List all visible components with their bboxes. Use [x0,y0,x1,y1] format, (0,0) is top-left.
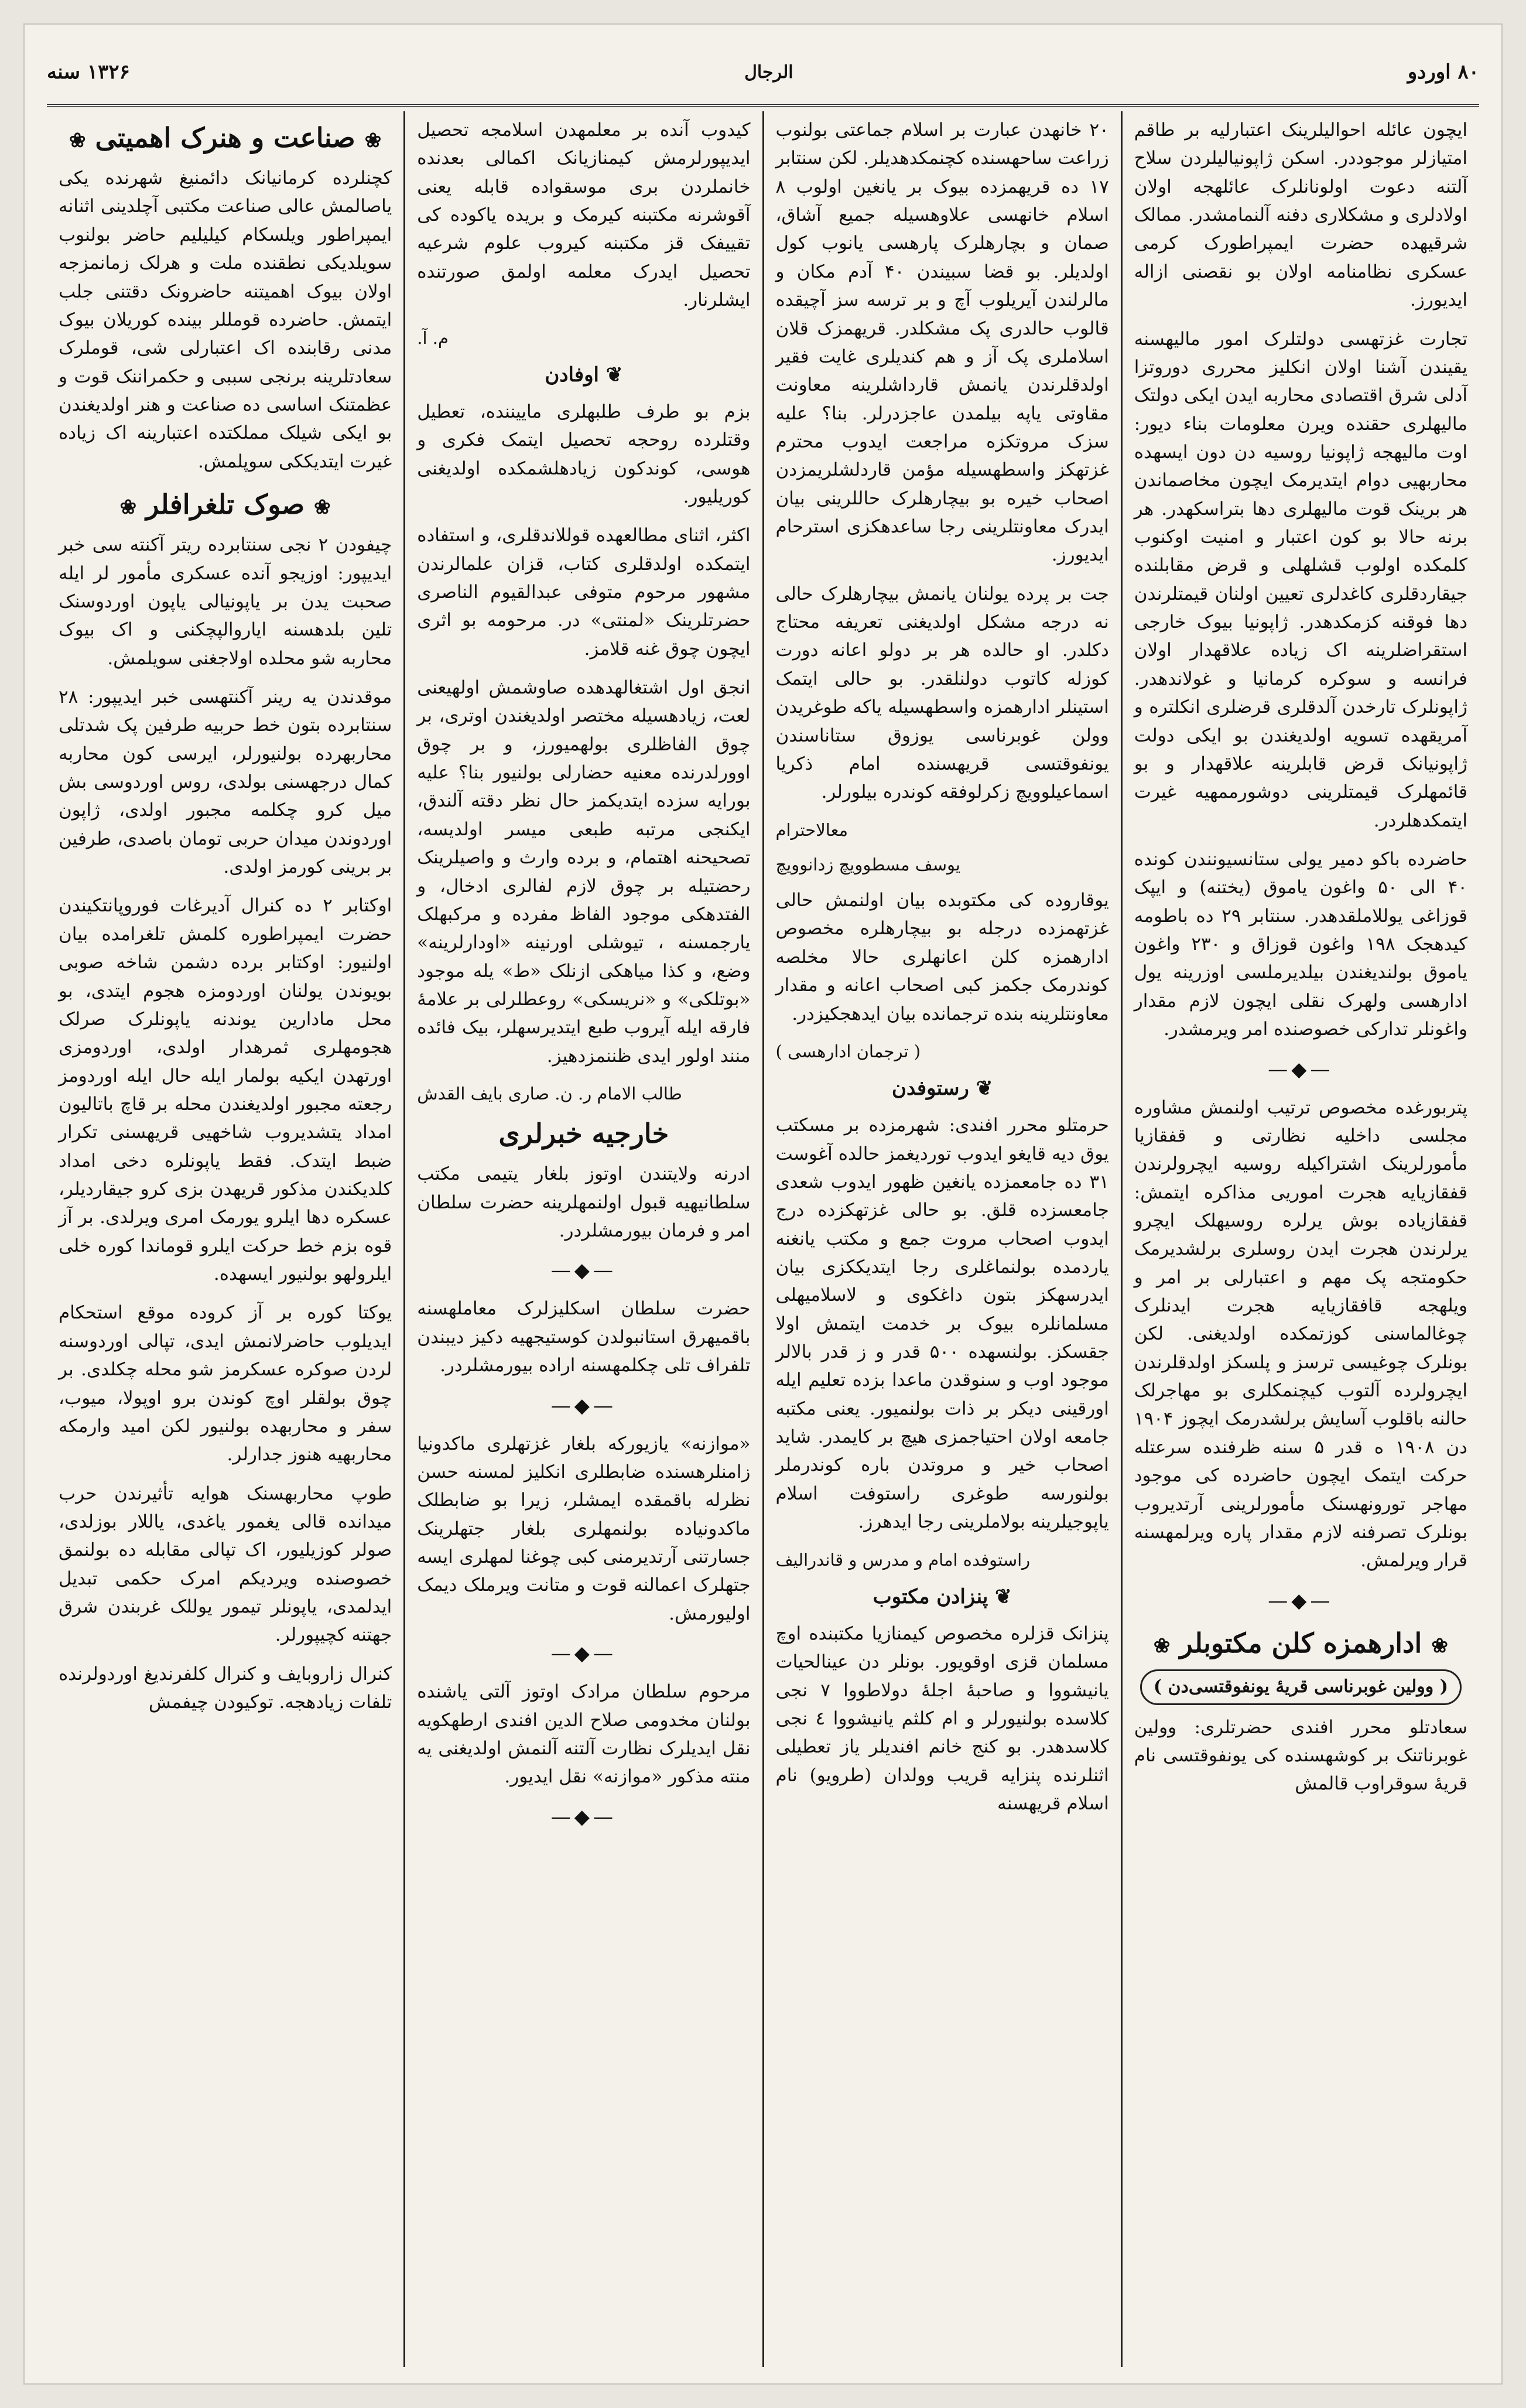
column-3-paragraph: بزم بو طرف طلبهلری ماییننده، تعطیل وقتلرده روحجه تحصیل ایتمک فکری و هوسی، کوندکون زیادهلشمکده اولدیغنی کوریلیور. [417,401,751,507]
column-2-paragraph: حرمتلو محرر افندی: شهرمزده بر مسکتب یوق دیه قایغو ایدوب توردیغمز حالده آغوست ۳۱ ده جامعمزده یانغین ظهور ایدوب شعدی جامعسزده قلق. بو حالی غزتهکزده درج ایدوب اصحاب مروت جمع و مکتب یانغنه یاردمده بولنماغلری رجا ایتدیککزی بیان ایدرسهکز بتون داغکوی و لاسلامیهلی مسلمانلره بیوک بر خدمت ایتمش اولا جقسکز. بولنسهده ۵۰۰ قدر و ز قدر بالالر موجود اوب و سنوقدن ماعدا بزده تعلیم ایله اورقینی دیکر بر ذات بولنمیور. یعنی مکتبه جامعه اولان احتیاجمزی هیچ بر کایمدر. شاید اصحاب خیر و مروتدن باره کوندرملر بولنورسه طوغری راستوفت اسلام یاپوجیلرینه بولاملرینی رجا ایدهرز. [775,1115,1109,1533]
column-2-paragraph: یوقاروده کی مکتوبده بیان اولنمش حالی غزتهمزده درجله بو بیچارهلره مخصوص ادارهمزه کلن اعانهلری حالا مخلصه کوندرمک جکمز کبی اصحاب اعانه و مقدار معاونتلرینه بنده ترجمانده بیان ایدهجکیزدر. [775,890,1109,1024]
section-heading: ❀ صوک تلغرافلر ❀ [119,489,331,521]
column-4-paragraph: کنرال زاروبایف و کنرال کلفرندیغ اوردولرنده تلفات زیادهجه. توکیودن چیفمش [59,1663,392,1713]
ornament-icon: ❀ [364,129,382,152]
header-masthead: الرجال [744,62,793,83]
column-1-paragraph: پتربورغده مخصوص ترتیب اولنمش مشاوره مجلسی داخلیه نظارتی و قفقازیا مأمورلرینک اشتراکیله روسیه ایچرولرندن قفقازیایه هجرت اموریی مذاکره ایتمش: قفقازیاده بوش یرلره روسیهلک ایچرو یرلرندن هجرت ایدن روسلری برلشدیرمک حکومتجه پک مهم و اعتبارلی بر امر و ویلهجه قافقازیایه هجرت ایدنلرک چوغالماسنی کوزتمکده اولدیغنی. لکن بونلرک چوغیسی ترسز و پلسکز اولدقلرندن ایچرولرده آلتوب کیچنمکلری بو مهاجرلک حالنه باقلوب آسایش برلشدرمک ایچوز ۱۹۰۴ دن ۱۹۰۸ ه قدر ۵ سنه ظرفنده سرعتله حرکت ایتمک ایچون حاضرده کی موجود مهاجر تورونهسنک مأمورلرینی آرتدیروب بونلرک تصرفنه لازم مقدار پاره ویرلمهسنه قرار ویرلمش. [1134,1097,1467,1572]
header-year: ۱۳۲۶ سنه [47,60,130,84]
letter-origin-box: ( وولین غوبرناسی قریهٔ یونفوقتسی‌دن ) [1140,1669,1462,1705]
ornament-icon: ❀ [69,129,86,152]
ornament-icon: ❀ [1431,1634,1448,1658]
column-3-paragraph: کیدوب آنده بر معلمهدن اسلامجه تحصیل ایدیپورلرمش کیمنازیانک اکمالی بعدنده خانملردن بری موسقواده قابله یعنی آقوشرنه مکتبنه کیرمک و بریده یاکوده کی تقییفک قز مکتبنه کیروب علوم شرعیه تحصیل ایدرک معلمه اولمق صورتنده ایشلرنار. [417,119,751,311]
separator-icon: —◆— [550,1259,617,1283]
ornament-icon: ❦ [976,1077,993,1101]
column-2-paragraph: پنزانک قزلره مخصوص کیمنازیا مکتبنده اوچ مسلمان قزی اوقویور. بونلر دن عینالحیات یانیشووا و صاحبهٔ اجلهٔ دولاطووا ۷ نجی کلاسده بولنیورلر و ام کلثم یانیشووا ٤ نجی کلاسدهدر. بو کنج خانم افندیلر یاز تعطیلی اثنلرنده پنزایه قریب وولدان (طرویو) نام اسلام قریهسنه [775,1623,1109,1814]
ornament-icon: ❀ [1153,1634,1171,1658]
column-4-paragraph: یوکتا کوره بر آز کروده موقع استحکام ایدیلوب حاضرلانمش ایدی، تپالی اوردوسنه لردن صوکره عسکرمز شو محله چکلدی. بر چوق بولقلر اوچ کوندن برو اوپولا، میوب، سفر و محاربهده بولنیور لکن امید وارمکه محاربهیه هنوز جدارلر. [59,1302,392,1466]
signature-line: یوسف مسطوویچ زدانوویچ [775,854,961,875]
column-3 [403,111,762,2367]
columns [47,111,1479,2367]
column-3-paragraph: انجق اول اشتغالهدهده صاوشمش اولهیعنی لعت، زیادهسیله مختصر اولدیغندن اوتری، بر چوق الفاظلری بولهمیورز، و بر چوق اوورلدرنده معنیه حضارلی بولنیور بنا؟ علیه بورایه سزده ایتدیکمز حال نظر دقته آلندق، ایکنجی مرتبه طبعی میسر اولدیسه، تصحیحنه اهتمام، و برده وارث و واصیلرینک رحضتیله بر چوق لازم لفالری ادخال، و الفتدهکی موجود الفاظ مفرده و مرکبهلک یارجمسنه ، تیوشلی اورنینه «اودارلرینه» وضع، و کذا میاهکی ازنلک «ط» یله موجود «بوتلکی» و «نریسکی» روعطلرلی بر علامهٔ فارقه ایله آیروب طبع ایتدیرسهلر، بیک فائده منند اولور ایدی ظننمزدهیز. [417,677,751,1067]
column-4-paragraph: چیفودن ۲ نجی سنتابرده ریتر آکنته سی خبر ایدیپور: اوزیجو آنده عسکری مأمور لر ایله صحبت یدن بر یاپونیالی یاپون اوردوسنک تلین بلدهسنه ایاروالپچکنی و اک بیوک محاربه شو محلده اولاجغنی سویلمش. [59,534,392,669]
header-page-number: ۸۰ اوردو [1407,60,1479,84]
column-3-paragraph: اکثر، اثنای مطالعهده قوللاندقلری، و استفاده ایتمکده اولدقلری کتاب، قزان علمالرندن مشهور مرحوم متوفی عبدالقیوم الناصری حضرتلرینک «لمنتی» در. مرحومه بو اثری ایچون چوق غنه قلامز. [417,525,751,660]
column-2 [762,111,1121,2367]
ornament-icon: ❀ [314,496,331,520]
separator-icon: —◆— [550,1393,617,1418]
section-heading: ❀ ادارهمزه کلن مکتوبلر ❀ [1153,1627,1448,1659]
signature-line: ( ترجمان ادارهسی ) [775,1041,921,1061]
subsection-heading: ❦ رستوفدن [892,1077,993,1101]
column-1-paragraph: ایچون عائله احوالیلرینک اعتبارلیه بر طاقم امتیازلر موجوددر. اسکن ژاپونیالیلردن سلاح آلتنه دعوت اولونانلرک عائلهجه اولان اولادلری و مشکلاری دفنه آلنمامشدر. ممالک شرقیهده حضرت ایمپراطورک کرمی عسکری نظامنامه اولان بو نقصنی ازاله ایدیورز. [1134,119,1467,311]
newspaper-page [23,23,1503,2385]
column-3-paragraph: ادرنه ولایتندن اوتوز بلغار یتیمی مکتب سلطانیهیه قبول اولنمهلرینه حضرت سلطان امر و فرمان بیورمشلردر. [417,1163,751,1242]
column-4-paragraph: موقدندن یه رینر آکنتهسی خبر ایدیپور: ۲۸ سنتابرده بتون خط حربیه طرفین پک شدتلی محاربهرده بولنیورلر، ایرسی کون محاربه کمال درجهسنی بولدی، روس اوردوسی بش میل کرو چکلمه مجبور اولدی، ژاپون اوردوندن میدان حربی تومان باصدی، طرفین بر برینی کورمز اولدی. [59,686,392,878]
column-1-paragraph: تجارت غزتهسی دولتلرک امور مالیهسنه یقیندن آشنا اولان انکلیز محرری دوروتزا آدلی شرق اقتصادی محاربه ایدن ایکی دولتک مالیهلری حقنده ویرن معلومات بناء دیور: اوت مالیهجه ژاپونیا روسیه دن دون ایسهده محاربهیی دوام ایتدیرمک ایچون مخاصماندن هر برینک قوت مالیهلری دها بتراسکهدر. هر برنه حالا بو کون اعتبار و امنیت اوکنوب کلمکده اولوب قشلهلی و قرض مقابلنده جیقاردقلری کاغدلری تعیین اولنان قیمتلرندن دها فوقنه کزمکدهدر. ژاپونیا بیوک خارجی استقراضلرینه اک زیاده علاقهدار اولان فرانسه و سوکره کرمانیا و غولاندهدر. ژاپونلرک تارخدن آلدقلری قرضلری انکلتره و آمریقهده تسویه اولدیغندن بو ایکی دولت ژاپونیانک قرض قابلرینه علاقهدار و بو قائمهلرک قیمتلرینی دوشورممهیه غیرت ایتمکدهلردر. [1134,328,1467,831]
column-4-paragraph: اوکتابر ۲ ده کنرال آدیرغات فوروپانتکیندن حضرت ایمپراطوره کلمش تلغرامده بیان اولنیور: اوکتابر برده دشمن شاخه صوبی بویوندن یولنان اوردومزه هجوم ایتدی، بو محل مادارین یوندنه یاپونلرک صرلک هجومهلری ثمرهدار اولدی، اوردومزی اورتهدن ایکیه بولمار ایله حال ایله اوردومز رجعته مجبور اولدیغندن محله بر قاچ باتالیون امداد یتشدیروب شاخهیی قریهسنی تکرار ضبط ایتدک. فقط یاپونلره دخی امداد کلدیکندن مذکور قریهدن بزی کرو جیقاردیلر، عسکره دها ایلرو یورمک امری ویرلدی. بر آز قوه بزم خط حرکت ایلرو قوماندا کوره خلی ایلرولهو بولنیور ایسهده. [59,895,392,1285]
signature-line: م. آ. [417,327,449,348]
column-4-paragraph: کچنلرده کرمانیانک دائمنیغ شهرنده یکی یاصالمش عالی صناعت مکتبی آچلدینی اثنانه ایمپراطور ویلسکام کیلیلیم حاضر بولنوب سویلدیکی نطقنده ملت و هرلک زمانمزجه اولان بیوک اهمیتنه حاضرونک دقتنی جلب ایتمش. حاضرده قومللر بینده کوریلان بیوک مدنی رقابنده اک اعتبارلی شی، قوملرک سعادتلرینه برنجی سببی و حکمراننک قوت و عظمتنک اساسی ده صناعت و هنر اولدیغندن بو ایکی شیلک مملکتده اعتبارینه اک زیاده غیرت ایتدیککی سوپلمش. [59,168,392,472]
column-1-paragraph: حاضرده باکو دمیر یولی ستانسیونندن کونده ۴۰ الی ۵۰ واغون یاموق (یختنه) و ایپک قوزاغی یوللاملقدهدر. سنتابر ۲۹ ده باطومه کیدهجک ۱۹۸ واغون قوزاق و ۲۳۰ واغون یاموق بولندیغندن بیلدیرملسی اوزرینه یول ادارهسی ولهرک نقلی ایچون لازم مقدار واغونلر تدارکی خصوصنده امر ویرمشدر. [1134,848,1467,1040]
signature-line: طالب الامام ر. ن. صاری بایف القدش [417,1084,682,1104]
signature-line: معالاحترام [775,819,848,840]
subsection-heading: ❦ اوفادن [545,363,623,387]
subsection-heading: ❦ پنزادن مکتوب [873,1584,1012,1608]
column-4 [47,111,403,2367]
column-1 [1121,111,1479,2367]
column-2-paragraph: ۲۰ خانهدن عبارت بر اسلام جماعتی بولنوب زراعت ساحهسنده کچنمکدهدیلر. لکن سنتابر ۱۷ ده قریهمزده بیوک بر یانغین اولوب ۸ اسلام خانهسی علاوهسیله جمیع آشاق، صمان و بچارهلرک پارهسی یانوب کول اولدیلر. بو قضا سبیندن ۴۰ آدم مکان و مالرلندن آیریلوب آچ و بر ترسه سز آچیقده قالوب حالدری پک مشکلدر. قریهمزک قلان اسلاملری پک آز و هم کندیلری غایت فقیر اولدقلرندن یانمش قارداشلرینه معاونت مقاوتی یاپه بیلمدن عاجزدرلر. بنا؟ علیه سزک مروتکزه مراجعت ایدوب محترم غزتهکز واسطهسیله مؤمن قاردلشلریمزدن اصحاب خیره بو بیچارهلرک حاللرینی بیان ایدرک معاونتلرینی رجا ساعدهکزی استرحام ایدیورز. [775,119,1109,566]
page-header [47,40,1479,107]
section-heading: ❀ صناعت و هنرک اهمیتی ❀ [69,122,382,153]
column-3-paragraph: حضرت سلطان اسکلیزلرک معاملهسنه باقمیهرق استانبولدن کوستیجهیه دکیز دیبندن تلفراف تلی چکلمهسنه اراده بیورمشلردر. [417,1298,751,1377]
separator-icon: —◆— [550,1642,617,1666]
column-3-paragraph: «موازنه» یازیورکه بلغار غزتهلری ماکدونیا زامنلرهسنده ضابطلری انکلیز لمسنه حسن نظرله باقمقده ایمشلر، زیرا بو ضابطلک ماکدونیاده بولنمهلری بلغار جتهلرینک جسارتنی آرتدیرمنی کبی چوغنا لمهلری ایسه جتهلرک اعمالنه قوت و متانت ویرملک دیمک اولیورمش. [417,1433,751,1624]
column-4-paragraph: طوپ محاربهسنک هوایه تأثیرندن حرب میدانده قالی یغمور یاغدی، یاللار بوزلدی، صولر کوزیلیور، اک تپالی مقابله ده بولنمق خصوصنده ویردیکم امرک حکمی تبدیل ایدلمدی، یاپونلر تیمور یوللک غربندن شرق جهتنه کچیپورلر. [59,1483,392,1646]
ornament-icon: ❀ [119,496,137,520]
column-2-paragraph: جت بر پرده یولنان یانمش بیچارهلرک حالی نه درجه مشکل اولدیغنی تعریفه محتاج دکلدر. او حالده هر بر دولو اعانه دورت کوزله کاتوب دولنلقدر. بو حالی ایتمک استینلر ادارهمزه واسطهسیله یاکه طوغریدن وولن غوبرناسی یوزوق ستاناسندن یونفوقتسی قریهسنده امام ذکریا اسماعیلوویچ زکرلوفقه کوندره بیلورلر. [775,583,1109,803]
ornament-icon: ❦ [995,1584,1012,1608]
column-3-paragraph: مرحوم سلطان مرادک اوتوز آلتی یاشنده بولنان مخدومی صلاح الدین افندی ارطهکویه نقل ایدیلرک نظارت آلتنه آلنمش اولدیغنی یه منته مذکور «موازنه» نقل ایدیور. [417,1681,751,1788]
signature-line: راستوفده امام و مدرس و قاندرالیف [775,1549,1031,1570]
ornament-icon: ❦ [605,363,623,387]
section-heading: خارجیه خبرلری [498,1118,669,1150]
separator-icon: —◆— [1268,1589,1334,1613]
separator-icon: —◆— [1268,1057,1334,1081]
separator-icon: —◆— [550,1805,617,1829]
column-1-paragraph: سعادتلو محرر افندی حضرتلری: وولین غوبرناتنک بر کوشهسنده کی یونفوقتسی نام قریهٔ سوقراوب قالمش [1134,1716,1467,1795]
